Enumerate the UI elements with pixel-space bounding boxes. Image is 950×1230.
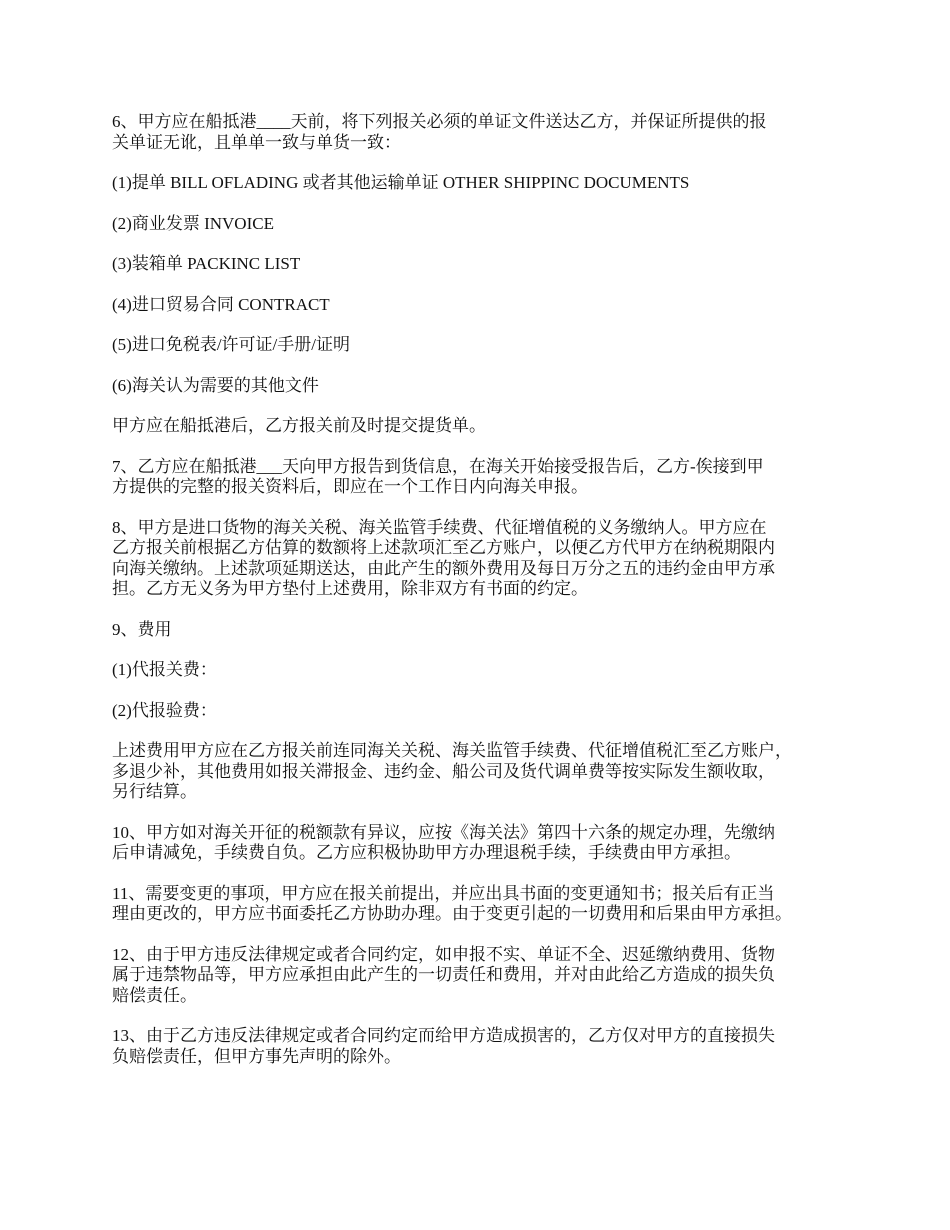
clause-11: 11、需要变更的事项，甲方应在报关前提出，并应出具书面的变更通知书；报关后有正当 理由更改的，甲方应书面委托乙方协助办理。由于变更引起的一切费用和后果由甲方承担。 bbox=[112, 883, 792, 923]
list-item-contract: (4)进口贸易合同 CONTRACT bbox=[112, 294, 330, 314]
clause-8: 8、甲方是进口货物的海关关税、海关监管手续费、代征增值税的义务缴纳人。甲方应在 乙方报关前根据乙方估算的数额将上述款项汇至乙方账户，以便乙方代甲方在纳税期限内 向海关缴纳。上述款项延期送达，由此产生的额外费用及每日万分之五的违约金由甲方承 担。乙方无义务为甲方垫付上述费用，除非双方有书面的约定。 bbox=[112, 517, 775, 598]
list-item-bill-of-lading: (1)提单 BILL OFLADING 或者其他运输单证 OTHER SHIPPINC DOCUMENTS bbox=[112, 173, 690, 192]
document-page bbox=[112, 112, 852, 1087]
clause-9-heading: 9、费用 bbox=[112, 619, 172, 639]
delivery-note: 甲方应在船抵港后，乙方报关前及时提交提货单。 bbox=[112, 416, 486, 435]
clause-7: 7、乙方应在船抵港___天向甲方报告到货信息，在海关开始接受报告后，乙方-俟接到甲 方提供的完整的报关资料后，即应在一个工作日内向海关申报。 bbox=[112, 456, 764, 496]
clause-13: 13、由于乙方违反法律规定或者合同约定而给甲方造成损害的，乙方仅对甲方的直接损失 负赔偿责任，但甲方事先声明的除外。 bbox=[112, 1026, 775, 1066]
list-item-tax-exemption: (5)进口免税表/许可证/手册/证明 bbox=[112, 335, 350, 354]
fee-item-inspection: (2)代报验费： bbox=[112, 700, 217, 720]
list-item-packing-list: (3)装箱单 PACKINC LIST bbox=[112, 254, 301, 273]
clause-6: 6、甲方应在船抵港____天前，将下列报关必须的单证文件送达乙方，并保证所提供的报 关单证无讹，且单单一致与单货一致： bbox=[112, 112, 767, 152]
clause-10: 10、甲方如对海关开征的税额款有异议，应按《海关法》第四十六条的规定办理，先缴纳 后申请减免，手续费自负。乙方应积极协助甲方办理退税手续，手续费由甲方承担。 bbox=[112, 822, 775, 862]
list-item-invoice: (2)商业发票 INVOICE bbox=[112, 213, 274, 233]
fee-settlement: 上述费用甲方应在乙方报关前连同海关关税、海关监管手续费、代征增值税汇至乙方账户， 多退少补，其他费用如报关滞报金、违约金、船公司及货代调单费等按实际发生额收取， 另行结算。 bbox=[112, 741, 792, 801]
fee-item-customs: (1)代报关费： bbox=[112, 660, 217, 679]
list-item-other-documents: (6)海关认为需要的其他文件 bbox=[112, 375, 319, 395]
clause-12: 12、由于甲方违反法律规定或者合同约定，如申报不实、单证不全、迟延缴纳费用、货物 属于违禁物品等，甲方应承担由此产生的一切责任和费用，并对由此给乙方造成的损失负 赔偿责任。 bbox=[112, 944, 775, 1005]
